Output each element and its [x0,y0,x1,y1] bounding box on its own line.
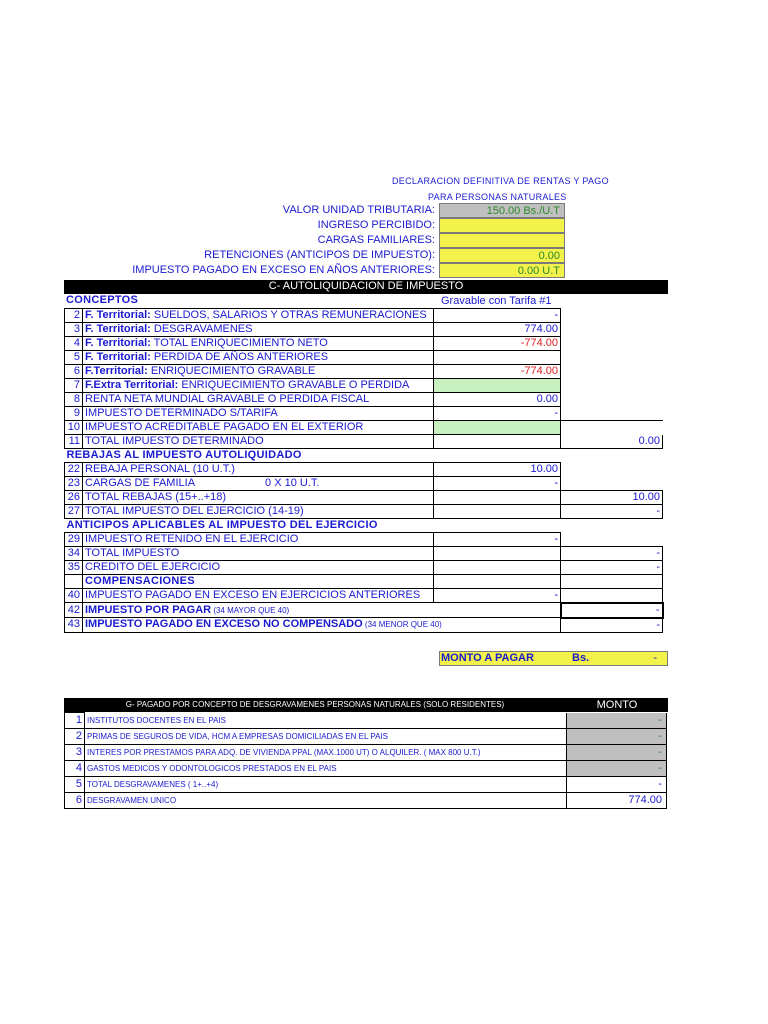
exceso-no-compensado-value[interactable]: - [561,618,663,633]
row-value-1[interactable]: - [434,477,561,491]
cargas-field[interactable] [439,233,565,248]
table-row [65,729,667,745]
row-value-2 [561,365,663,379]
row-value-2[interactable]: - [561,561,663,575]
row-number: 4 [65,761,85,777]
row-description [83,337,434,351]
ingreso-label: INGRESO PERCIBIDO: [317,219,435,231]
cargas-label: CARGAS FAMILIARES: [317,234,435,246]
table-row [65,505,663,519]
row-text: IMPUESTO POR PAGAR [85,603,212,616]
row-value-1[interactable] [434,435,561,449]
row-description: REBAJA PERSONAL (10 U.T.) [83,463,434,477]
row-prefix: F. Territorial: [85,337,151,349]
row-number: 3 [65,745,85,761]
row-value-2 [561,589,663,603]
row-description [83,379,434,393]
table-row [65,337,663,351]
monto-a-pagar-value[interactable]: - [653,652,657,664]
table-row [65,351,663,365]
row-description [83,351,434,365]
row-number: 35 [65,561,83,575]
row-note: (34 MENOR QUE 40) [362,620,442,630]
row-value-2 [561,393,663,407]
ingreso-field[interactable] [439,218,565,233]
row-text: PERDIDA DE AÑOS ANTERIORES [150,351,329,363]
row-value-1[interactable]: - [434,533,561,547]
row-text: CARGAS DE FAMILIA [85,477,196,489]
row-value-1[interactable] [434,421,561,435]
table-row [65,435,663,449]
retenciones-label: RETENCIONES (ANTICIPOS DE IMPUESTO): [204,249,435,261]
table-row [65,793,667,809]
row-number: 4 [65,337,83,351]
table-row [65,393,663,407]
rebajas-heading: REBAJAS AL IMPUESTO AUTOLIQUIDADO [66,449,302,461]
row-description: DESGRAVAMEN UNICO [85,793,567,809]
row-amount[interactable]: 774.00 [567,793,667,809]
row-description: TOTAL IMPUESTO DEL EJERCICIO (14-19) [83,505,434,519]
section-g-table [64,712,667,809]
row-description [83,323,434,337]
row-prefix: F. Territorial: [85,323,151,335]
section-g-monto-header: MONTO [566,698,668,712]
row-description: INSTITUTOS DOCENTES EN EL PAIS [85,713,567,729]
row-value-1[interactable]: - [434,407,561,421]
table-row [65,603,663,618]
row-number: 42 [65,603,83,618]
row-value-1[interactable]: -774.00 [434,365,561,379]
row-number: 23 [65,477,83,491]
row-description [83,393,434,407]
table-row [65,379,663,393]
form-title-line2: PARA PERSONAS NATURALES [428,192,567,202]
table-row [65,323,663,337]
table-row [65,713,667,729]
row-value-2 [561,477,663,491]
monto-a-pagar-label: MONTO A PAGAR [441,652,534,664]
row-value-2 [561,379,663,393]
ut-label: VALOR UNIDAD TRIBUTARIA: [282,204,435,216]
row-value-1[interactable]: -774.00 [434,337,561,351]
row-prefix: F.Extra Territorial: [85,379,179,391]
impuesto-por-pagar-value[interactable]: - [561,603,663,618]
row-amount[interactable]: - [567,745,667,761]
anticipos-heading: ANTICIPOS APLICABLES AL IMPUESTO DEL EJERCICIO [66,519,378,531]
conceptos-heading: CONCEPTOS [66,294,139,306]
row-description [83,618,561,633]
table-row [65,777,667,793]
row-description: GASTOS MEDICOS Y ODONTOLOGICOS PRESTADOS EN EL PAIS [85,761,567,777]
row-number: 43 [65,618,83,633]
row-number: 34 [65,547,83,561]
row-value-1[interactable]: 0.00 [434,393,561,407]
row-description: TOTAL REBAJAS (15+..+18) [83,491,434,505]
row-number: 5 [65,777,85,793]
row-number: 7 [65,379,83,393]
monto-currency: Bs. [572,652,590,664]
row-description [83,421,434,435]
row-number: 6 [65,365,83,379]
row-value-2 [561,533,663,547]
row-value-1[interactable] [434,505,561,519]
row-description: PRIMAS DE SEGUROS DE VIDA, HCM A EMPRESAS DOMICILIADAS EN EL PAIS [85,729,567,745]
row-value-1[interactable]: - [434,589,561,603]
row-description: IMPUESTO PAGADO EN EXCESO EN EJERCICIOS ANTERIORES [83,589,434,603]
table-row [65,589,663,603]
section-c-table [64,308,664,633]
row-text: ENRIQUECIMIENTO GRAVABLE O PERDIDA [178,379,410,391]
row-number: 1 [65,713,85,729]
row-value-2[interactable]: - [561,505,663,519]
row-text: SUELDOS, SALARIOS Y OTRAS REMUNERACIONES [150,309,427,321]
row-prefix: F. Territorial: [85,351,151,363]
compensaciones-heading: COMPENSACIONES [83,575,434,589]
section-g-header: G- PAGADO POR CONCEPTO DE DESGRAVAMENES PERSONAS NATURALES (SOLO RESIDENTES) [64,698,566,712]
row-description [83,407,434,421]
row-number: 9 [65,407,83,421]
table-row [65,365,663,379]
table-row [65,407,663,421]
row-number: 40 [65,589,83,603]
table-row [65,561,663,575]
row-value-2 [561,337,663,351]
row-description [83,365,434,379]
row-prefix: F. Territorial: [85,309,151,321]
section-heading-row [65,519,663,533]
row-amount[interactable]: - [567,713,667,729]
row-value-1[interactable] [434,547,561,561]
cargas-multiplier: 0 X 10 U.T. [265,477,320,489]
row-value-2[interactable]: 0.00 [561,435,663,449]
row-text: ENRIQUECIMIENTO GRAVABLE [147,365,316,377]
row-value-1[interactable] [434,491,561,505]
table-row [65,463,663,477]
row-number: 6 [65,793,85,809]
row-number: 10 [65,421,83,435]
table-row [65,533,663,547]
table-row [65,477,663,491]
table-row [65,421,663,435]
row-text: IMPUESTO PAGADO EN EXCESO NO COMPENSADO [85,618,363,631]
row-text: RENTA NETA MUNDIAL GRAVABLE O PERDIDA FISCAL [85,393,370,405]
row-text: TOTAL IMPUESTO DETERMINADO [85,435,264,447]
row-value-2[interactable]: 10.00 [561,491,663,505]
row-description: TOTAL DESGRAVAMENES ( 1+..+4) [85,777,567,793]
row-text: TOTAL ENRIQUECIMIENTO NETO [150,337,328,349]
row-number: 29 [65,533,83,547]
section-heading-row [65,449,663,463]
exceso-field[interactable]: 0.00 U.T [439,263,565,278]
row-description: TOTAL IMPUESTO [83,547,434,561]
row-description [83,435,434,449]
row-number: 26 [65,491,83,505]
row-number: 27 [65,505,83,519]
row-text: IMPUESTO ACREDITABLE PAGADO EN EL EXTERIOR [85,421,364,433]
row-value-2 [561,351,663,365]
row-value-2 [561,421,663,435]
exceso-label: IMPUESTO PAGADO EN EXCESO EN AÑOS ANTERIORES: [132,264,435,276]
row-description [83,603,561,618]
table-row [65,745,667,761]
row-description [83,477,434,491]
row-value-2 [561,463,663,477]
row-value-1[interactable] [434,351,561,365]
section-heading-row [65,575,663,589]
table-row [65,618,663,633]
row-value-2 [561,407,663,421]
row-number: 2 [65,729,85,745]
ut-value-field[interactable]: 150.00 Bs./U.T [439,203,565,218]
row-value-1[interactable] [434,379,561,393]
row-value-1[interactable]: 774.00 [434,323,561,337]
row-number: 22 [65,463,83,477]
row-description: CREDITO DEL EJERCICIO [83,561,434,575]
row-description [83,309,434,323]
row-amount[interactable]: - [567,761,667,777]
row-prefix: F.Territorial: [85,365,148,377]
row-number: 11 [65,435,83,449]
gravable-heading: Gravable con Tarifa #1 [441,295,552,307]
row-value-2 [561,309,663,323]
row-number: 5 [65,351,83,365]
retenciones-field[interactable]: 0.00 [439,248,565,263]
table-row [65,309,663,323]
row-number: 8 [65,393,83,407]
row-number: 3 [65,323,83,337]
row-note: (34 MAYOR QUE 40) [211,605,290,615]
row-value-1[interactable]: 10.00 [434,463,561,477]
row-text: DESGRAVAMENES [150,323,253,335]
row-value-2 [561,323,663,337]
row-description: INTERES POR PRESTAMOS PARA ADQ. DE VIVIENDA PPAL (MAX.1000 UT) O ALQUILER. ( MAX 800 U.T.) [85,745,567,761]
row-text: IMPUESTO DETERMINADO S/TARIFA [85,407,278,419]
row-value-2[interactable]: - [561,547,663,561]
monto-a-pagar-box [439,651,668,666]
row-value-1[interactable] [434,561,561,575]
row-number: 2 [65,309,83,323]
row-value-1[interactable]: - [434,309,561,323]
row-amount[interactable]: - [567,777,667,793]
table-row [65,547,663,561]
row-amount[interactable]: - [567,729,667,745]
section-c-header: C- AUTOLIQUIDACION DE IMPUESTO [64,280,668,294]
table-row [65,491,663,505]
form-title-line1: DECLARACION DEFINITIVA DE RENTAS Y PAGO [392,176,609,186]
row-description: IMPUESTO RETENIDO EN EL EJERCICIO [83,533,434,547]
table-row [65,761,667,777]
